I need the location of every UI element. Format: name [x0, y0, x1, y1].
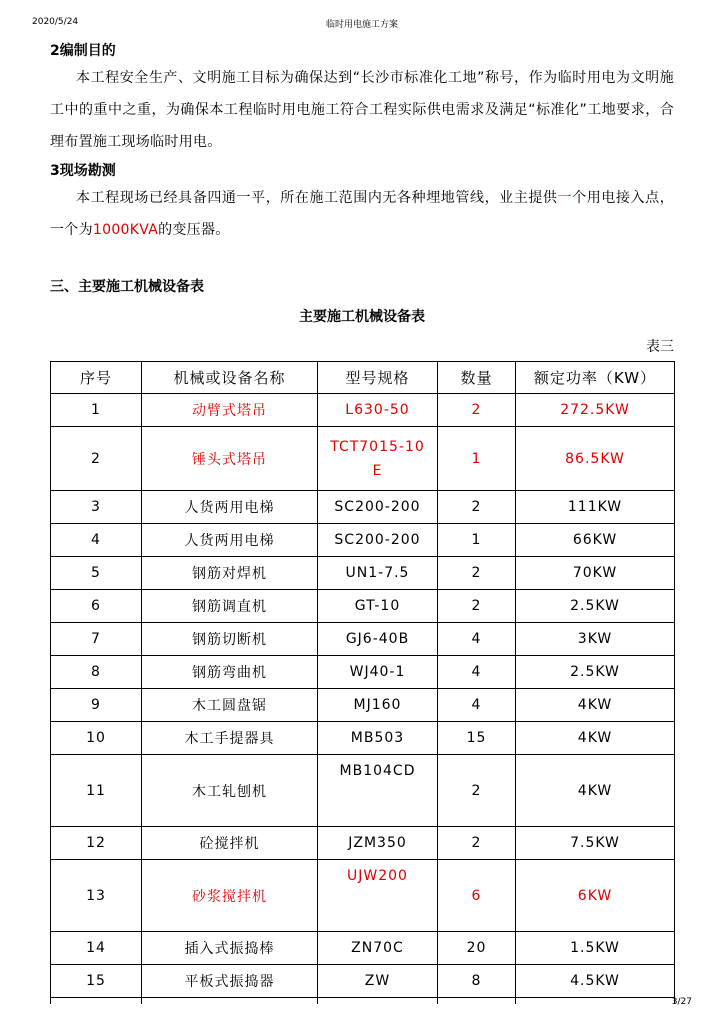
cell-name: 木工圆盘锯	[142, 689, 318, 722]
table-row	[51, 827, 675, 860]
cell-name: 锤头式塔吊	[142, 427, 318, 491]
table-row	[51, 394, 675, 427]
cell-name: 平板式振捣器	[142, 965, 318, 998]
table-row	[51, 524, 675, 557]
cell-name: 钢筋切断机	[142, 623, 318, 656]
cell-qty: 20	[438, 932, 516, 965]
cell-model: ZW	[318, 965, 438, 998]
cell-qty: 2	[438, 827, 516, 860]
cell-power: 7.5KW	[516, 827, 675, 860]
cell-name: 人货两用电梯	[142, 491, 318, 524]
header-title: 临时用电施工方案	[325, 20, 398, 30]
header-date: 2020/5/24	[32, 17, 79, 27]
cell-no: 6	[51, 590, 142, 623]
table-row	[51, 722, 675, 755]
table-row	[51, 557, 675, 590]
cell-qty: 1	[438, 427, 516, 491]
cell-empty	[438, 998, 516, 1005]
page-number: 3/27	[671, 997, 692, 1007]
chapter-heading: 三、主要施工机械设备表	[50, 279, 204, 295]
table-row	[51, 623, 675, 656]
section3-text-2: 个用电接入点，一个为	[50, 190, 674, 238]
cell-power: 4KW	[516, 722, 675, 755]
cell-name: 钢筋调直机	[142, 590, 318, 623]
cell-empty	[51, 998, 142, 1005]
cell-qty: 8	[438, 965, 516, 998]
cell-qty: 15	[438, 722, 516, 755]
cell-model: MJ160	[318, 689, 438, 722]
table-row	[51, 491, 675, 524]
cell-qty: 4	[438, 689, 516, 722]
cell-qty: 2	[438, 491, 516, 524]
table-label: 表三	[646, 339, 674, 355]
cell-model: UJW200	[318, 860, 438, 932]
cell-qty: 2	[438, 557, 516, 590]
cell-model: JZM350	[318, 827, 438, 860]
section3-highlight-2: 1000KVA	[92, 222, 159, 238]
column-header: 数量	[438, 362, 516, 394]
cell-name: 钢筋对焊机	[142, 557, 318, 590]
column-header: 机械或设备名称	[142, 362, 318, 394]
cell-empty	[516, 998, 675, 1005]
cell-no: 1	[51, 394, 142, 427]
section2-paragraph: 本工程安全生产、文明施工目标为确保达到“长沙市标准化工地”称号，作为临时用电为文明施工中的重中之重，为确保本工程临时用电施工符合工程实际供电需求及满足“标准化”工地要求，合理布置施工现场临时用电。	[50, 70, 674, 150]
cell-power: 4KW	[516, 689, 675, 722]
cell-qty: 2	[438, 394, 516, 427]
cell-power: 4KW	[516, 755, 675, 827]
cell-name: 动臂式塔吊	[142, 394, 318, 427]
cell-no: 11	[51, 755, 142, 827]
cell-power: 111KW	[516, 491, 675, 524]
column-header: 型号规格	[318, 362, 438, 394]
table-row	[51, 965, 675, 998]
cell-model: ZN70C	[318, 932, 438, 965]
table-row-continued	[51, 998, 675, 1005]
cell-model: UN1-7.5	[318, 557, 438, 590]
cell-name: 木工轧刨机	[142, 755, 318, 827]
cell-model: SC200-200	[318, 524, 438, 557]
cell-name: 人货两用电梯	[142, 524, 318, 557]
cell-no: 8	[51, 656, 142, 689]
table-row	[51, 689, 675, 722]
cell-empty	[142, 998, 318, 1005]
cell-qty: 4	[438, 623, 516, 656]
document-body	[50, 40, 674, 990]
column-header: 序号	[51, 362, 142, 394]
cell-power: 272.5KW	[516, 394, 675, 427]
cell-power: 66KW	[516, 524, 675, 557]
cell-no: 14	[51, 932, 142, 965]
cell-power: 70KW	[516, 557, 675, 590]
cell-no: 7	[51, 623, 142, 656]
cell-no: 12	[51, 827, 142, 860]
cell-qty: 2	[438, 755, 516, 827]
cell-name: 钢筋弯曲机	[142, 656, 318, 689]
section2-heading: 2编制目的	[50, 43, 116, 59]
cell-power: 6KW	[516, 860, 675, 932]
section3-highlight-1: 一	[557, 190, 573, 206]
cell-no: 4	[51, 524, 142, 557]
cell-qty: 1	[438, 524, 516, 557]
cell-empty	[318, 998, 438, 1005]
column-header: 额定功率（KW）	[516, 362, 675, 394]
cell-power: 4.5KW	[516, 965, 675, 998]
cell-name: 砼搅拌机	[142, 827, 318, 860]
table-row	[51, 427, 675, 491]
cell-model: GT-10	[318, 590, 438, 623]
cell-no: 5	[51, 557, 142, 590]
table-title: 主要施工机械设备表	[299, 309, 425, 325]
cell-model: MB503	[318, 722, 438, 755]
cell-model: L630-50	[318, 394, 438, 427]
table-row	[51, 656, 675, 689]
cell-name: 木工手提器具	[142, 722, 318, 755]
section3-text-3: 的变压器。	[158, 222, 230, 238]
cell-no: 13	[51, 860, 142, 932]
cell-power: 86.5KW	[516, 427, 675, 491]
cell-no: 15	[51, 965, 142, 998]
cell-power: 2.5KW	[516, 656, 675, 689]
table-row	[51, 860, 675, 932]
cell-no: 3	[51, 491, 142, 524]
cell-no: 10	[51, 722, 142, 755]
table-row	[51, 932, 675, 965]
cell-model: TCT7015-10E	[318, 427, 438, 491]
cell-no: 9	[51, 689, 142, 722]
cell-power: 2.5KW	[516, 590, 675, 623]
cell-name: 插入式振捣棒	[142, 932, 318, 965]
cell-qty: 6	[438, 860, 516, 932]
section3-text-1: 本工程现场已经具备四通一平，所在施工范围内无各种埋地管线，业主提供	[76, 190, 558, 206]
cell-qty: 2	[438, 590, 516, 623]
table-row	[51, 755, 675, 827]
cell-model: SC200-200	[318, 491, 438, 524]
cell-no: 2	[51, 427, 142, 491]
cell-name: 砂浆搅拌机	[142, 860, 318, 932]
cell-power: 3KW	[516, 623, 675, 656]
cell-model: MB104CD	[318, 755, 438, 827]
cell-power: 1.5KW	[516, 932, 675, 965]
section3-heading: 3现场勘测	[50, 163, 116, 179]
cell-qty: 4	[438, 656, 516, 689]
equipment-table	[50, 361, 675, 1004]
table-row	[51, 590, 675, 623]
table-header-row	[51, 362, 675, 394]
cell-model: WJ40-1	[318, 656, 438, 689]
section3-paragraph	[50, 182, 674, 246]
cell-model: GJ6-40B	[318, 623, 438, 656]
